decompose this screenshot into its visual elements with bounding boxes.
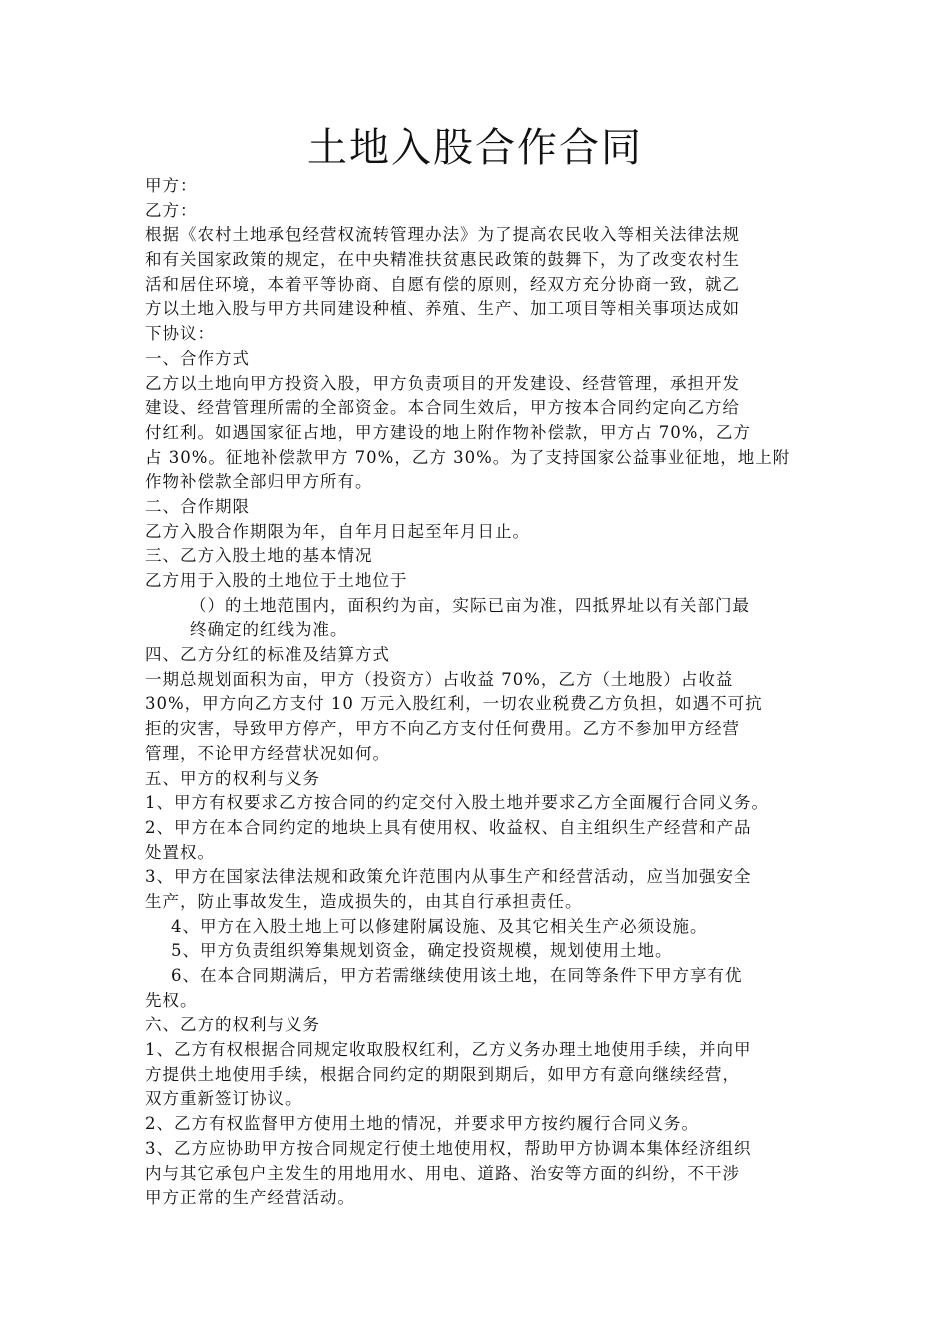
list-item: 双方重新签订协议。 (145, 1089, 303, 1109)
list-item: 1、甲方有权要求乙方按合同的约定交付入股土地并要求乙方全面履行合同义务。 (145, 793, 769, 813)
list-item: 3、乙方应协助甲方按合同规定行使土地使用权，帮助甲方协调本集体经济组织 (145, 1138, 752, 1158)
paragraph-line: （）的土地范围内，面积约为亩，实际已亩为准，四抵界址以有关部门最 (190, 595, 750, 615)
paragraph-line: 乙方入股合作期限为年，自年月日起至年月日止。 (145, 521, 530, 541)
paragraph-line: 建设、经营管理所需的全部资金。本合同生效后，甲方按本合同约定向乙方给 (145, 398, 740, 418)
party-a-line: 甲方： (145, 176, 198, 195)
section-heading: 三、乙方入股土地的基本情况 (145, 546, 373, 566)
preamble-line: 方以土地入股与甲方共同建设种植、养殖、生产、加工项目等相关事项达成如 (145, 299, 740, 319)
paragraph-line: 30%，甲方向乙方支付 10 万元入股红利，一切农业税费乙方负担，如遇不可抗 (145, 694, 763, 714)
paragraph-line: 一期总规划面积为亩，甲方（投资方）占收益 70%，乙方（土地股）占收益 (145, 669, 734, 689)
paragraph-line: 作物补偿款全部归甲方所有。 (145, 472, 373, 492)
paragraph-line: 乙方以土地向甲方投资入股，甲方负责项目的开发建设、经营管理，承担开发 (145, 373, 740, 393)
section-heading: 一、合作方式 (145, 348, 250, 368)
paragraph-line: 付红利。如遇国家征占地，甲方建设的地上附作物补偿款，甲方占 70%，乙方 (145, 422, 751, 442)
paragraph-line: 乙方用于入股的土地位于土地位于 (145, 571, 408, 590)
paragraph-line: 管理，不论甲方经营状况如何。 (145, 743, 390, 763)
list-item: 1、乙方有权根据合同规定收取股权红利，乙方义务办理土地使用手续，并向甲 (145, 1040, 752, 1060)
section-heading: 五、甲方的权利与义务 (145, 768, 320, 788)
list-item: 2、乙方有权监督甲方使用土地的情况，并要求甲方按约履行合同义务。 (145, 1114, 699, 1134)
list-item: 内与其它承包户主发生的用地用水、用电、道路、治安等方面的纠纷，不干涉 (145, 1163, 740, 1183)
preamble-line: 下协议： (145, 324, 215, 344)
section-heading: 二、合作期限 (145, 496, 250, 516)
paragraph-line: 占 30%。征地补偿款甲方 70%，乙方 30%。为了支持国家公益事业征地，地上附 (145, 447, 791, 467)
document-body (145, 174, 825, 1211)
list-item: 6、在本合同期满后，甲方若需继续使用该土地，在同等条件下甲方享有优 (171, 966, 743, 985)
list-item: 4、甲方在入股土地上可以修建附属设施、及其它相关生产必须设施。 (171, 916, 708, 936)
list-item: 生产，防止事故发生，造成损失的，由其自行承担责任。 (145, 891, 583, 911)
list-item: 甲方正常的生产经营活动。 (145, 1188, 355, 1208)
list-item: 先权。 (145, 990, 198, 1010)
paragraph-line: 拒的灾害，导致甲方停产，甲方不向乙方支付任何费用。乙方不参加甲方经营 (145, 719, 740, 739)
list-item: 方提供土地使用手续，根据合同约定的期限到期后，如甲方有意向继续经营， (145, 1064, 740, 1084)
list-item: 5、甲方负责组织筹集规划资金，确定投资规模，规划使用土地。 (171, 941, 673, 961)
section-heading: 六、乙方的权利与义务 (145, 1015, 320, 1035)
preamble-line: 活和居住环境，本着平等协商、自愿有偿的原则，经双方充分协商一致，就乙 (145, 274, 740, 294)
document-title: 土地入股合作合同 (307, 125, 643, 171)
paragraph-line: 终确定的红线为准。 (190, 620, 348, 640)
list-item: 2、甲方在本合同约定的地块上具有使用权、收益权、自主组织生产经营和产品 (145, 817, 752, 837)
party-b-line: 乙方： (145, 200, 198, 220)
list-item: 3、甲方在国家法律法规和政策允许范围内从事生产和经营活动，应当加强安全 (145, 867, 752, 887)
preamble-line: 根据《农村土地承包经营权流转管理办法》为了提高农民收入等相关法律法规 (145, 225, 740, 245)
list-item: 处置权。 (145, 842, 215, 862)
section-heading: 四、乙方分红的标准及结算方式 (145, 645, 390, 665)
preamble-line: 和有关国家政策的规定，在中央精准扶贫惠民政策的鼓舞下，为了改变农村生 (145, 250, 740, 270)
